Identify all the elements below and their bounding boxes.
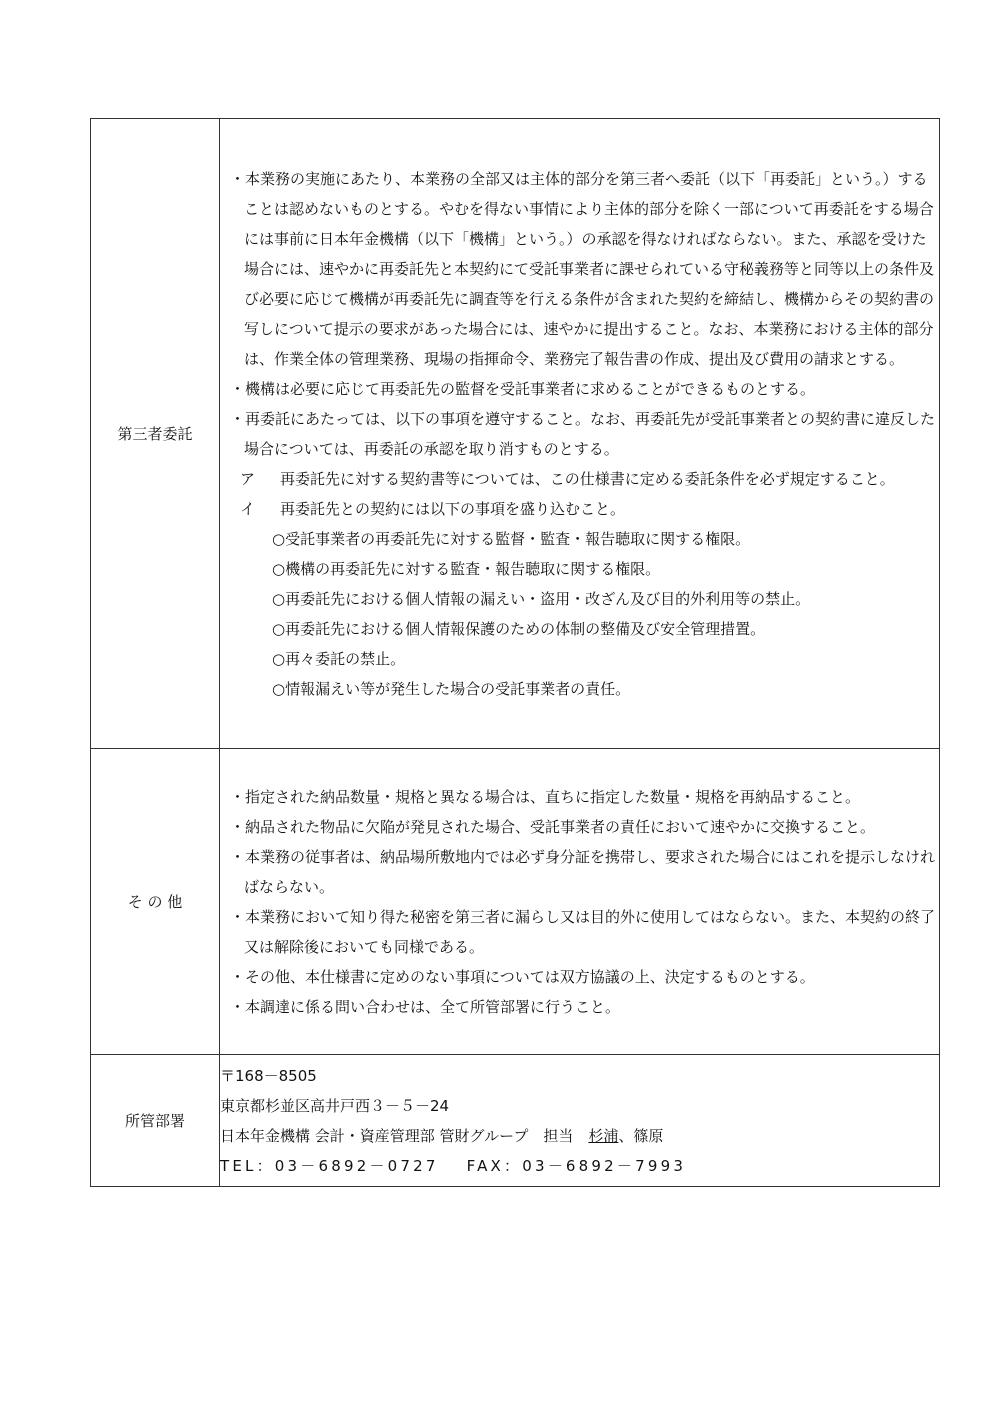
- row-other: [91, 749, 940, 1055]
- sub-item-text: 再委託先に対する契約書等については、この仕様書に定める委託条件を必ず規定すること。: [280, 469, 895, 488]
- bullet-item: ・本調達に係る問い合わせは、全て所管部署に行うこと。: [230, 997, 621, 1016]
- bullet-item: ・本業務の従事者は、納品場所敷地内では必ず身分証を携帯し、要求された場合にはこれを提示しなければならない。: [230, 847, 936, 896]
- phone-fax: [220, 1151, 939, 1181]
- circle-item: ○機構の再委託先に対する監査・報告聴取に関する権限。: [272, 559, 661, 578]
- bullet-item: ・本業務において知り得た秘密を第三者に漏らし又は目的外に使用してはならない。また、本契約の終了又は解除後においても同様である。: [230, 907, 936, 956]
- sub-item-text: 再委託先との契約には以下の事項を盛り込むこと。: [280, 499, 626, 518]
- sub-item: [220, 464, 939, 494]
- circle-item: ○受託事業者の再委託先に対する監督・監査・報告聴取に関する権限。: [272, 529, 751, 548]
- contact-person: 、篠原: [618, 1126, 664, 1145]
- organization-contact: [220, 1121, 939, 1151]
- bullet-item: ・本業務の実施にあたり、本業務の全部又は主体的部分を第三者へ委託（以下「再委託」という。）することは認めないものとする。やむを得ない事情により主体的部分を除く一部について再委託をする場合には事前に日本年金機構（以下「機構」という。）の承認を得なければならない。また、承認を受けた場合には、速やかに再委託先と本契約にて受託事業者に課せられている守秘義務等と同等以上の条件及び必要に応じて機構が再委託先に調査等を行える条件が含まれた契約を締結し、機構からその契約書の写しについて提示の要求があった場合には、速やかに提出すること。なお、本業務における主体的部分は、作業全体の管理業務、現場の指揮命令、業務完了報告書の作成、提出及び費用の請求とする。: [230, 169, 935, 368]
- circle-item: ○再委託先における個人情報保護のための体制の整備及び安全管理措置。: [272, 619, 766, 638]
- bullet-item: ・指定された納品数量・規格と異なる場合は、直ちに指定した数量・規格を再納品すること。: [230, 787, 861, 806]
- row-content: [220, 119, 940, 749]
- circle-item: ○再委託先における個人情報の漏えい・盗用・改ざん及び目的外利用等の禁止。: [272, 589, 811, 608]
- postal-code: 〒168－8505: [220, 1066, 317, 1085]
- sub-item-key: ア: [240, 469, 256, 488]
- fax-number: FAX：03－6892－7993: [466, 1156, 687, 1175]
- bullet-item: ・その他、本仕様書に定めのない事項については双方協議の上、決定するものとする。: [230, 967, 815, 986]
- organization: 日本年金機構 会計・資産管理部 管財グループ 担当: [220, 1126, 589, 1145]
- row-label: 第三者委託: [91, 119, 220, 749]
- row-label: そ の 他: [91, 749, 220, 1055]
- phone-number: TEL：03－6892－0727: [220, 1156, 439, 1175]
- circle-item: ○情報漏えい等が発生した場合の受託事業者の責任。: [272, 679, 631, 698]
- bullet-item: ・再委託にあたっては、以下の事項を遵守すること。なお、再委託先が受託事業者との契約書に違反した場合については、再委託の承認を取り消すものとする。: [230, 409, 936, 458]
- sub-item-key: イ: [240, 499, 256, 518]
- sub-item: [220, 494, 939, 524]
- row-content: [220, 1055, 940, 1187]
- circle-item: ○再々委託の禁止。: [272, 649, 406, 668]
- bullet-item: ・機構は必要に応じて再委託先の監督を受託事業者に求めることができるものとする。: [230, 379, 816, 398]
- row-content: [220, 749, 940, 1055]
- address: 東京都杉並区高井戸西３－５－24: [220, 1096, 450, 1115]
- row-label: 所管部署: [91, 1055, 220, 1187]
- spec-table: [90, 118, 940, 1187]
- row-subcontracting: [91, 119, 940, 749]
- bullet-item: ・納品された物品に欠陥が発見された場合、受託事業者の責任において速やかに交換すること。: [230, 817, 876, 836]
- row-department: [91, 1055, 940, 1187]
- contact-person: 杉浦: [588, 1126, 619, 1145]
